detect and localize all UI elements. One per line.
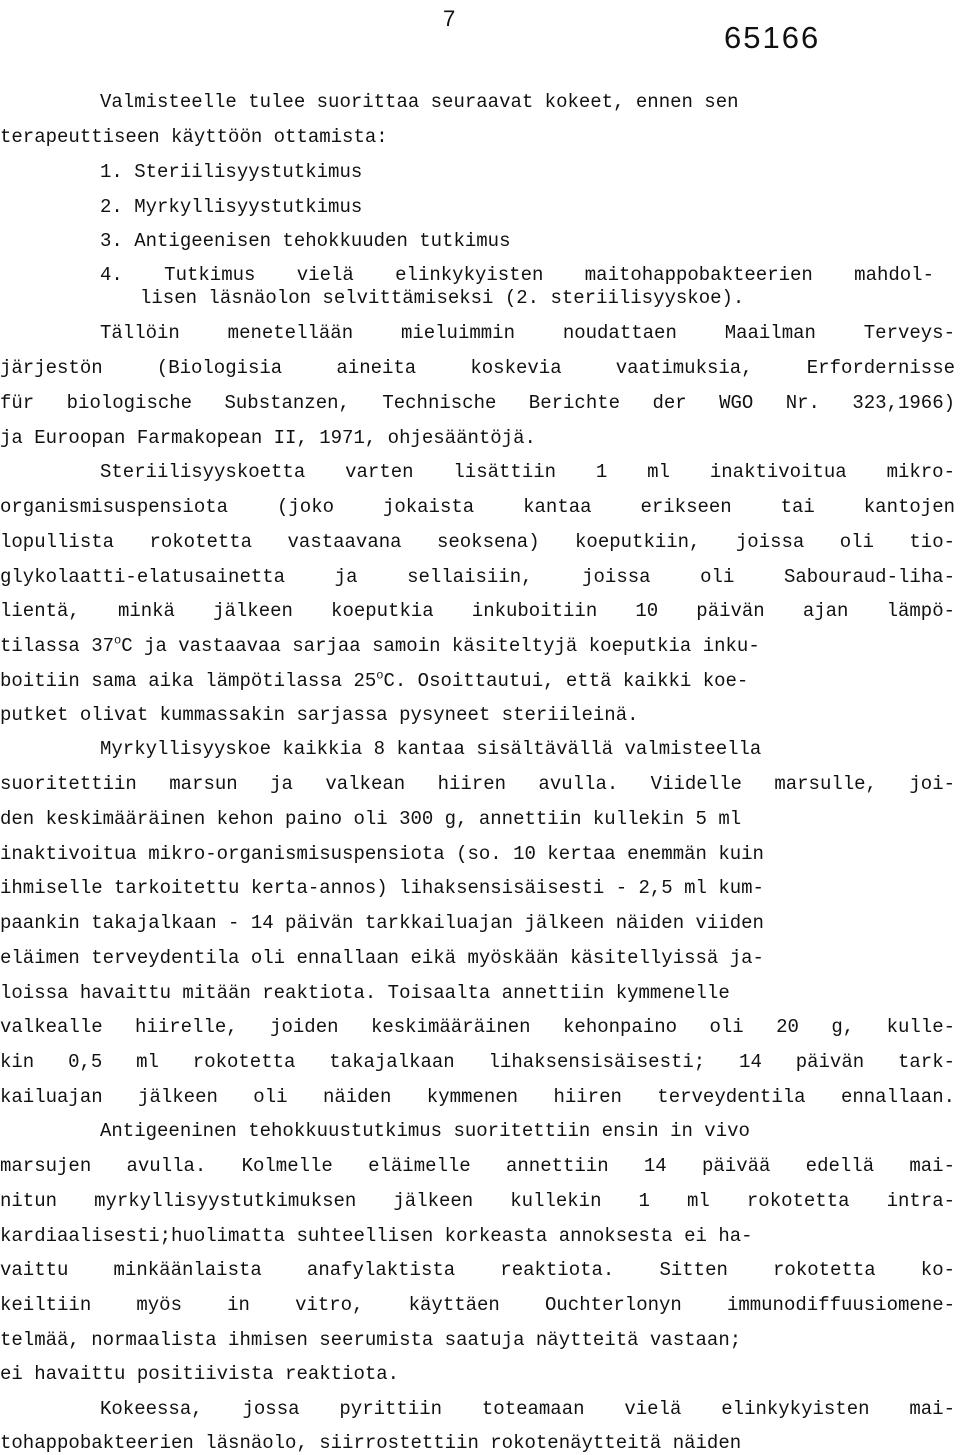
text-line: ei havaittu positiivista reaktiota. — [0, 1363, 400, 1385]
text-line: paankin takajalkaan - 14 päivän tarkkailuajan jälkeen näiden viiden — [0, 912, 764, 934]
degree-mark: o — [376, 668, 384, 683]
text-line: nitun myrkyllisyystutkimuksen jälkeen kullekin 1 ml rokotetta intra- — [0, 1190, 955, 1212]
text-line: Antigeeninen tehokkuustutkimus suoritettiin ensin in vivo — [100, 1120, 750, 1142]
text-line: ja Euroopan Farmakopean II, 1971, ohjesääntöjä. — [0, 427, 536, 449]
list-item: 3. Antigeenisen tehokkuuden tutkimus — [100, 230, 511, 252]
text-line: Steriilisyyskoetta varten lisättiin 1 ml inaktivoitua mikro- — [100, 461, 955, 483]
text-line: telmää, normaalista ihmisen seerumista saatuja näytteitä vastaan; — [0, 1329, 742, 1351]
text-line: glykolaatti-elatusainetta ja sellaisiin, joissa oli Sabouraud-liha- — [0, 566, 955, 588]
text-segment: C ja vastaavaa sarjaa samoin käsiteltyjä koeputkia inku- — [121, 635, 760, 657]
text-line: Tällöin menetellään mieluimmin noudattaen Maailman Terveys- — [100, 322, 955, 344]
list-item: 2. Myrkyllisyystutkimus — [100, 196, 363, 218]
text-line: Kokeessa, jossa pyrittiin toteamaan vielä elinkykyisten mai- — [100, 1398, 955, 1420]
text-line: loissa havaittu mitään reaktiota. Toisaalta annettiin kymmenelle — [0, 982, 730, 1004]
text-line: organismisuspensiota (joko jokaista kantaa erikseen tai kantojen — [0, 496, 955, 518]
list-item: 1. Steriilisyystutkimus — [100, 161, 363, 183]
text-line: terapeuttiseen käyttöön ottamista: — [0, 126, 388, 148]
text-line: putket olivat kummassakin sarjassa pysyneet steriileinä. — [0, 704, 639, 726]
text-line: Valmisteelle tulee suorittaa seuraavat kokeet, ennen sen — [100, 91, 739, 113]
text-line: inaktivoitua mikro-organismisuspensiota (so. 10 kertaa enemmän kuin — [0, 843, 764, 865]
text-line: kailuajan jälkeen oli näiden kymmenen hiiren terveydentila ennallaan. — [0, 1086, 955, 1108]
text-line: tohappobakteerien läsnäolo, siirrostettiin rokotenäytteitä näiden — [0, 1432, 742, 1454]
text-line — [0, 634, 760, 658]
text-line: valkealle hiirelle, joiden keskimääräinen kehonpaino oli 20 g, kulle- — [0, 1016, 955, 1038]
text-segment: C. Osoittautui, että kaikki koe- — [383, 670, 749, 692]
text-line: kin 0,5 ml rokotetta takajalkaan lihaksensisäisesti; 14 päivän tark- — [0, 1051, 955, 1073]
text-line: lientä, minkä jälkeen koeputkia inkuboitiin 10 päivän ajan lämpö- — [0, 600, 955, 622]
text-line: ihmiselle tarkoitettu kerta-annos) lihaksensisäisesti - 2,5 ml kum- — [0, 877, 764, 899]
text-line: kardiaalisesti;huolimatta suhteellisen korkeasta annoksesta ei ha- — [0, 1225, 753, 1247]
text-line: für biologische Substanzen, Technische Berichte der WGO Nr. 323,1966) — [0, 392, 955, 414]
text-line: järjestön (Biologisia aineita koskevia vaatimuksia, Erfordernisse — [0, 357, 955, 379]
text-line: Myrkyllisyyskoe kaikkia 8 kantaa sisältävällä valmisteella — [100, 738, 762, 760]
list-item: 4. Tutkimus vielä elinkykyisten maitohappobakteerien mahdol- — [100, 264, 934, 286]
text-line: marsujen avulla. Kolmelle eläimelle annettiin 14 päivää edellä mai- — [0, 1155, 955, 1177]
list-item-continuation: lisen läsnäolon selvittämiseksi (2. steriilisyyskoe). — [140, 287, 745, 309]
text-segment: boitiin sama aika lämpötilassa 25 — [0, 670, 377, 692]
text-segment: tilassa 37 — [0, 635, 115, 657]
text-line: keiltiin myös in vitro, käyttäen Ouchterlonyn immunodiffuusiomene- — [0, 1294, 955, 1316]
text-line: lopullista rokotetta vastaavana seoksena) koeputkiin, joissa oli tio- — [0, 531, 955, 553]
degree-mark: o — [114, 633, 122, 648]
text-line: suoritettiin marsun ja valkean hiiren avulla. Viidelle marsulle, joi- — [0, 773, 955, 795]
text-line — [0, 669, 748, 693]
text-line: den keskimääräinen kehon paino oli 300 g, annettiin kullekin 5 ml — [0, 808, 742, 830]
page-number: 7 — [443, 6, 456, 31]
text-line: vaittu minkäänlaista anafylaktista reaktiota. Sitten rokotetta ko- — [0, 1259, 955, 1281]
text-line: eläimen terveydentila oli ennallaan eikä myöskään käsitellyissä ja- — [0, 947, 764, 969]
document-number: 65166 — [724, 20, 821, 55]
